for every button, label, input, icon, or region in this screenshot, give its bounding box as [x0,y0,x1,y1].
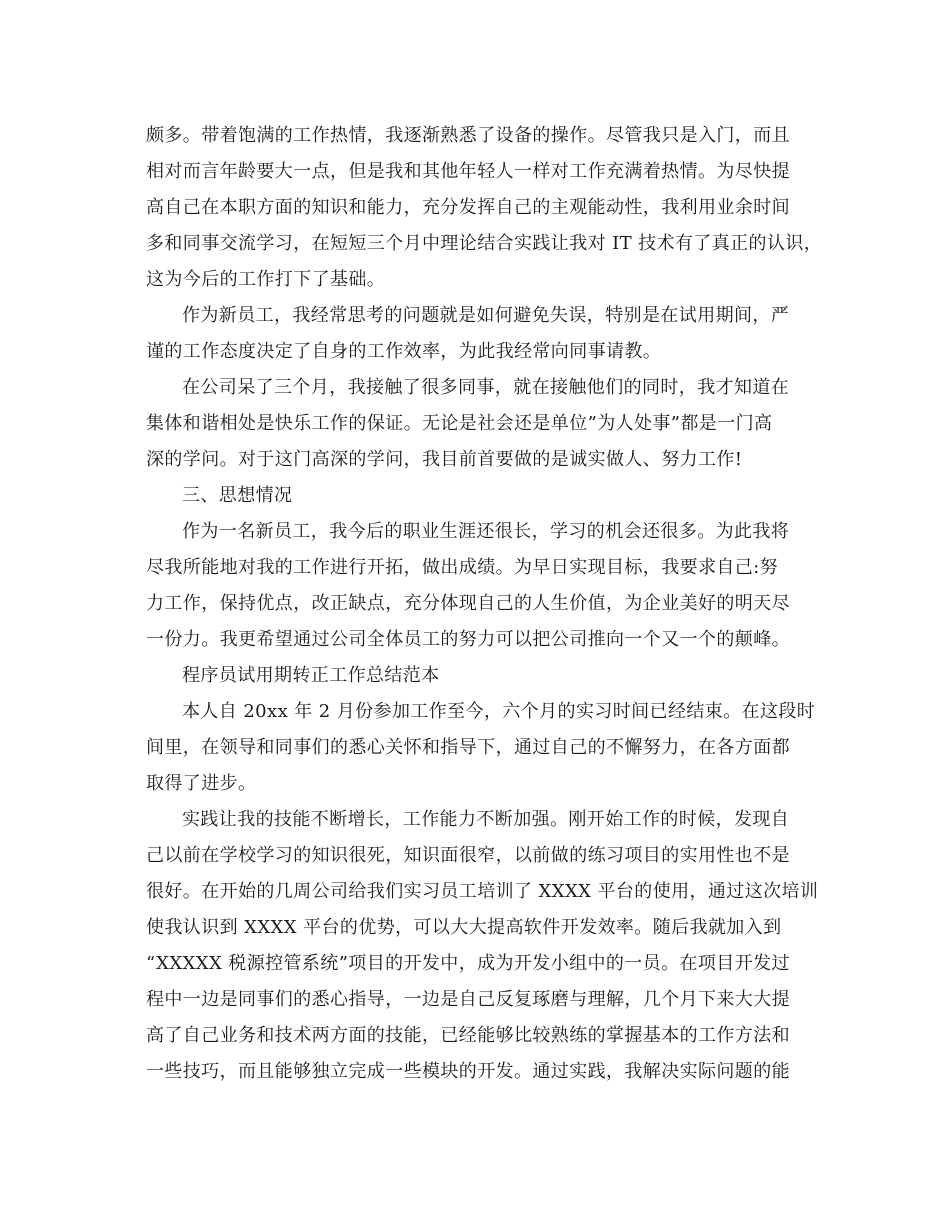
text-line: 谨的工作态度决定了自身的工作效率，为此我经常向同事请教。 [146,341,662,362]
text-line: 作为新员工，我经常思考的问题就是如何避免失误，特别是在试用期间，严 [182,305,790,326]
text-line: 这为今后的工作打下了基础。 [146,269,386,290]
text-line: 程中一边是同事们的悉心指导，一边是自己反复琢磨与理解，几个月下来大大提 [146,989,790,1010]
text-line: 实践让我的技能不断增长，工作能力不断加强。刚开始工作的时候，发现自 [182,809,790,830]
text-line: 作为一名新员工，我今后的职业生涯还很长，学习的机会还很多。为此我将 [182,521,790,542]
text-line: 集体和谐相处是快乐工作的保证。无论是社会还是单位”为人处事”都是一门高 [146,413,773,434]
text-line: 取得了进步。 [146,773,257,794]
text-line: “XXXXX 税源控管系统”项目的开发中，成为开发小组中的一员。在项目开发过 [146,953,790,974]
text-line: 力工作，保持优点，改正缺点，充分体现自己的人生价值，为企业美好的明天尽 [146,593,790,614]
text-line: 尽我所能地对我的工作进行开拓，做出成绩。为早日实现目标，我要求自己:努 [146,557,779,578]
text-line: 己以前在学校学习的知识很死，知识面很窄，以前做的练习项目的实用性也不是 [146,845,790,866]
text-line: 三、思想情况 [182,485,293,506]
text-line: 多和同事交流学习，在短短三个月中理论结合实践让我对 IT 技术有了真正的认识， [146,233,823,254]
text-line: 颇多。带着饱满的工作热情，我逐渐熟悉了设备的操作。尽管我只是入门，而且 [146,125,790,146]
text-line: 高了自己业务和技术两方面的技能，已经能够比较熟练的掌握基本的工作方法和 [146,1025,790,1046]
text-line: 本人自 20xx 年 2 月份参加工作至今，六个月的实习时间已经结束。在这段时 [182,701,816,722]
text-line: 一份力。我更希望通过公司全体员工的努力可以把公司推向一个又一个的颠峰。 [146,629,790,650]
document-body [146,118,826,1090]
text-line: 间里，在领导和同事们的悉心关怀和指导下，通过自己的不懈努力，在各方面都 [146,737,790,758]
text-line: 高自己在本职方面的知识和能力，充分发挥自己的主观能动性，我利用业余时间 [146,197,790,218]
text-line: 程序员试用期转正工作总结范本 [182,665,440,686]
text-line: 使我认识到 XXXX 平台的优势，可以大大提高软件开发效率。随后我就加入到 [146,917,782,938]
text-line: 相对而言年龄要大一点，但是我和其他年轻人一样对工作充满着热情。为尽快提 [146,161,790,182]
text-line: 很好。在开始的几周公司给我们实习员工培训了 XXXX 平台的使用，通过这次培训 [146,881,819,902]
text-line: 在公司呆了三个月，我接触了很多同事，就在接触他们的同时，我才知道在 [182,377,790,398]
text-line: 一些技巧，而且能够独立完成一些模块的开发。通过实践，我解决实际问题的能 [146,1061,790,1082]
text-line: 深的学问。对于这门高深的学问，我目前首要做的是诚实做人、努力工作! [146,449,743,470]
